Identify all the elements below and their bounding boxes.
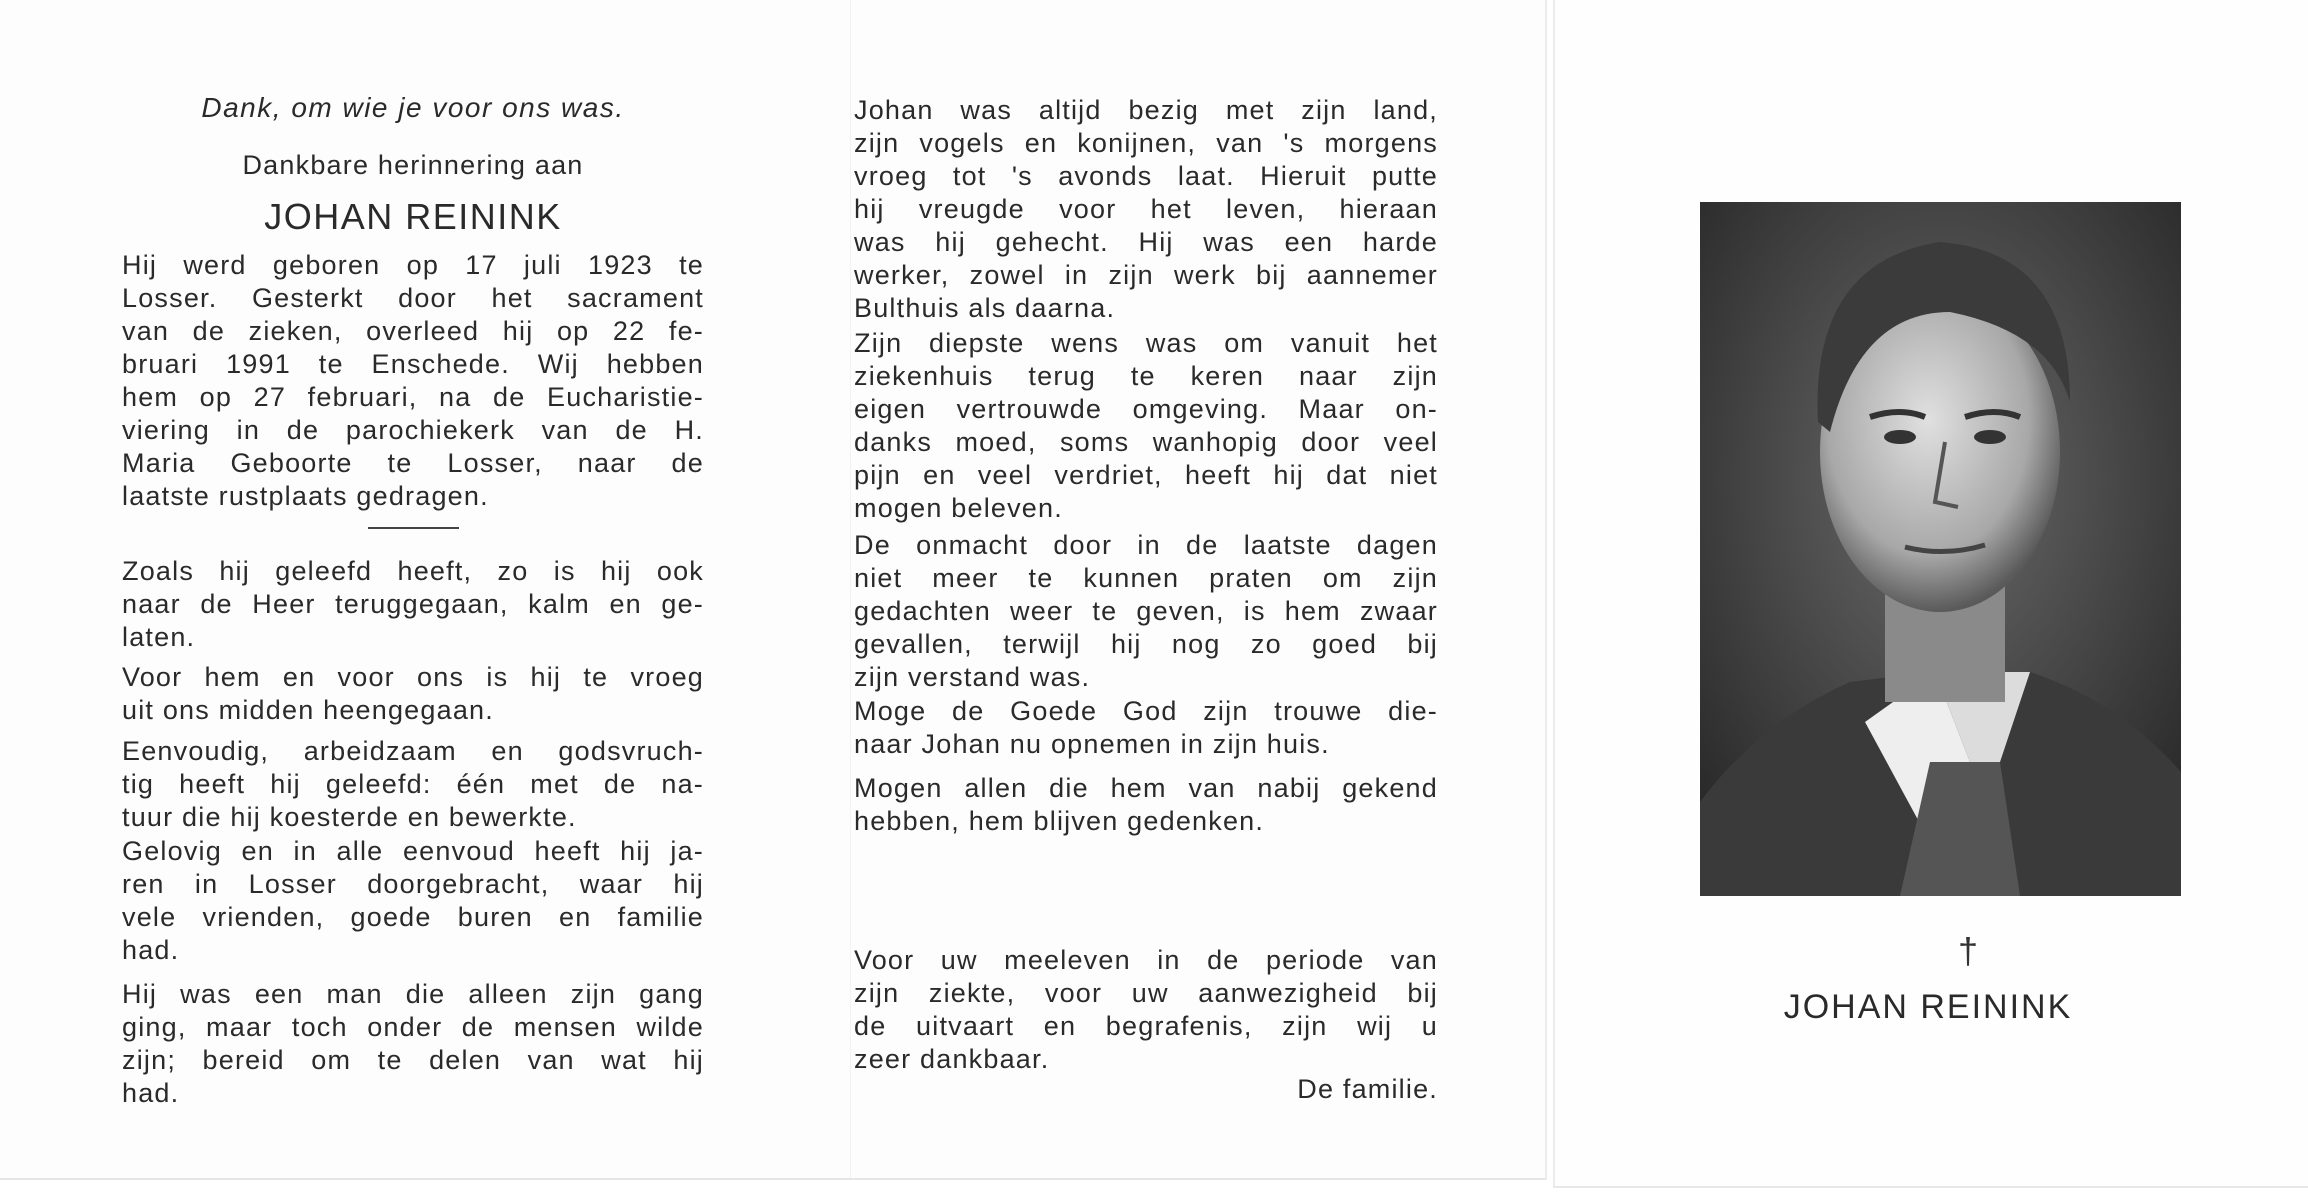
text-line: werker, zowel in zijn werk bij aannemer [854,260,1438,290]
text-line: mogen beleven. [854,493,1063,523]
text-line: De onmacht door in de laatste dagen [854,530,1438,560]
text-line: pijn en veel verdriet, heeft hij dat niet [854,460,1438,490]
text-line: had. [122,935,180,965]
text-line: niet meer te kunnen praten om zijn [854,563,1438,593]
middle-paragraph-5 [854,772,1438,838]
text-line: was hij gehecht. Hij was een harde [854,227,1438,257]
text-line: zeer dankbaar. [854,1044,1050,1074]
text-line: naar Johan nu opnemen in zijn huis. [854,729,1330,759]
text-line: de uitvaart en begrafenis, zijn wij u [854,1011,1438,1041]
text-line: Voor hem en voor ons is hij te vroeg [122,662,704,692]
text-line: ren in Losser doorgebracht, waar hij [122,869,704,899]
left-paragraph-1 [122,249,704,513]
text-line: ziekenhuis terug te keren naar zijn [854,361,1438,391]
portrait-photo [1700,202,2181,896]
text-line: viering in de parochiekerk van de H. [122,415,704,445]
text-line: gedachten weer te geven, is hem zwaar [854,596,1438,626]
text-line: Gelovig en in alle eenvoud heeft hij ja- [122,836,704,866]
text-line: Hij was een man die alleen zijn gang [122,979,704,1009]
text-line: Johan was altijd bezig met zijn land, [854,95,1438,125]
text-line: Zijn diepste wens was om vanuit het [854,328,1438,358]
text-line: hij vreugde voor het leven, hieraan [854,194,1438,224]
text-line: had. [122,1078,180,1108]
cross-icon: † [1958,930,1979,971]
text-line: Maria Geboorte te Losser, naar de [122,448,704,478]
text-line: hem op 27 februari, na de Eucharistie- [122,382,704,412]
middle-paragraph-4 [854,695,1438,761]
text-line: Hij werd geboren op 17 juli 1923 te [122,250,704,280]
text-line: danks moed, soms wanhopig door veel [854,427,1438,457]
left-paragraph-2 [122,555,704,654]
text-line: eigen vertrouwde omgeving. Maar on- [854,394,1438,424]
middle-paragraph-6 [854,944,1438,1076]
left-column [122,0,704,1178]
middle-paragraph-2 [854,327,1438,525]
text-line: zijn; bereid om te delen van wat hij [122,1045,704,1075]
text-line: van de zieken, overleed hij op 22 fe- [122,316,704,346]
middle-column [854,0,1438,1178]
text-line: naar de Heer teruggegaan, kalm en ge- [122,589,704,619]
signature: De familie. [1297,1074,1438,1104]
left-paragraph-4 [122,735,704,834]
middle-paragraph-1 [854,94,1438,325]
text-line: Mogen allen die hem van nabij gekend [854,773,1438,803]
text-line: laatste rustplaats gedragen. [122,481,489,511]
left-paragraph-6 [122,978,704,1110]
left-paragraph-3 [122,661,704,727]
text-line: vele vrienden, goede buren en familie [122,902,704,932]
divider [368,527,459,529]
text-line: uit ons midden heengegaan. [122,695,494,725]
left-paragraph-5 [122,835,704,967]
text-line: zijn ziekte, voor uw aanwezigheid bij [854,978,1438,1008]
text-line: zijn verstand was. [854,662,1091,692]
text-line: tig heeft hij geleefd: één met de na- [122,769,704,799]
text-line: bruari 1991 te Enschede. Wij hebben [122,349,704,379]
text-line: laten. [122,622,196,652]
card-fold [850,0,851,1178]
deceased-name: JOHAN REININK [264,196,562,237]
text-line: Moge de Goede God zijn trouwe die- [854,696,1438,726]
text-line: Voor uw meeleven in de periode van [854,945,1438,975]
text-line: vroeg tot 's avonds laat. Hieruit putte [854,161,1438,191]
middle-paragraph-3 [854,529,1438,694]
text-line: zijn vogels en konijnen, van 's morgens [854,128,1438,158]
text-line: Losser. Gesterkt door het sacrament [122,283,704,313]
text-line: tuur die hij koesterde en bewerkte. [122,802,577,832]
text-line: gevallen, terwijl hij nog zo goed bij [854,629,1438,659]
text-line: ging, maar toch onder de mensen wilde [122,1012,704,1042]
intro-text: Dankbare herinnering aan [242,150,584,180]
text-line: hebben, hem blijven gedenken. [854,806,1265,836]
text-line: Zoals hij geleefd heeft, zo is hij ook [122,556,704,586]
text-line: Eenvoudig, arbeidzaam en godsvruch- [122,736,704,766]
motto: Dank, om wie je voor ons was. [201,92,625,123]
front-name: JOHAN REININK [1783,988,2073,1026]
text-line: Bulthuis als daarna. [854,293,1116,323]
